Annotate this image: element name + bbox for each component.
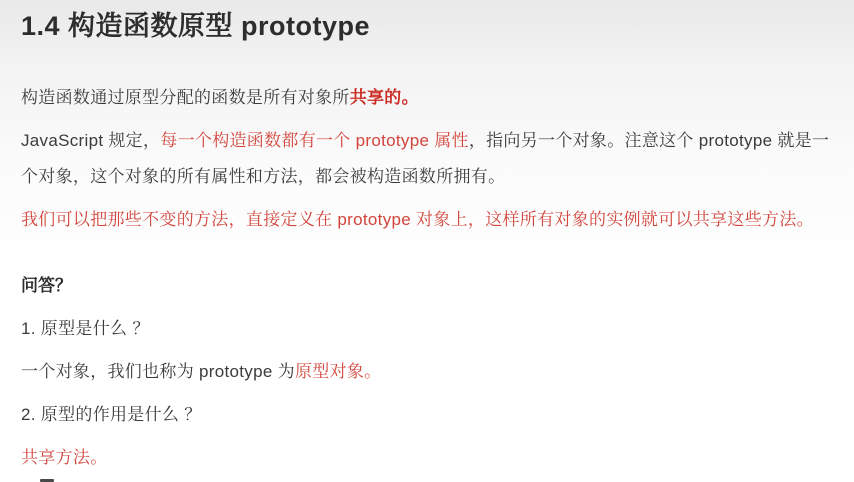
qa-heading: 问答？ <box>21 276 72 295</box>
paragraph-prototype-rule <box>21 123 838 195</box>
text-run-highlight: 我们可以把那些不变的方法，直接定义在 prototype 对象上，这样所有对象的实例就可以共享这些方法。 <box>21 210 814 229</box>
text-run: ，指向另一个对象。注意这个 prototype 就是一个对象，这个对象的所有属性和方法，都会被构造函数所拥有。 <box>21 131 830 186</box>
text-run: 一个对象，我们也称为 prototype 为 <box>21 362 295 381</box>
text-run-highlight: 共享的。 <box>349 88 419 107</box>
answer-2 <box>21 440 838 476</box>
page-title: 1.4 构造函数原型 prototype <box>21 11 371 41</box>
question-1: 1. 原型是什么 ？ <box>21 319 150 338</box>
text-run-highlight: 原型对象。 <box>294 362 382 381</box>
text-run: 构造函数通过原型分配的函数是所有对象所 <box>21 88 350 107</box>
text-run-highlight: 每一个构造函数都有一个 prototype 属性 <box>160 131 469 150</box>
text-run-highlight: 共享方法。 <box>21 448 108 467</box>
question-2: 2. 原型的作用是什么 ？ <box>21 405 202 424</box>
text-run: JavaScript 规定， <box>21 131 161 150</box>
answer-1 <box>21 354 838 390</box>
paragraph-shared <box>21 80 838 116</box>
paragraph-define-methods <box>21 202 838 238</box>
